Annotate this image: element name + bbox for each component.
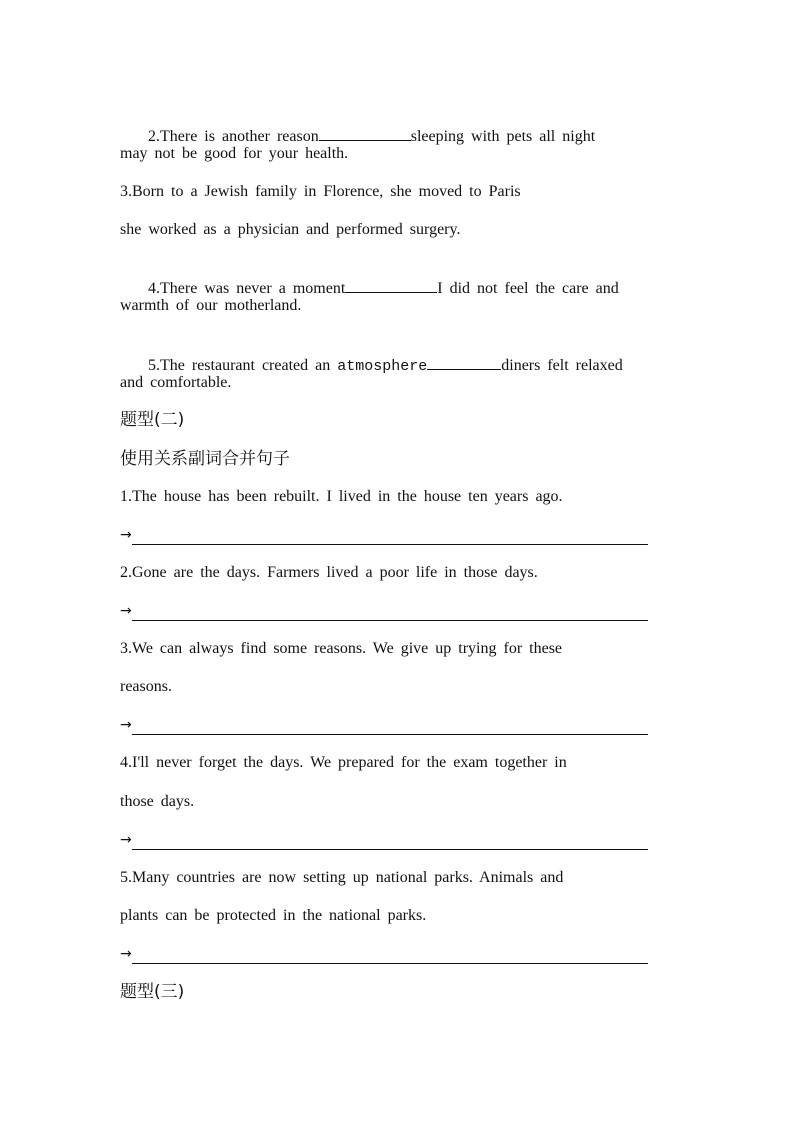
question-2-blank[interactable] — [319, 126, 411, 141]
question-3-line-2: she worked as a physician and performed surgery. — [120, 221, 461, 238]
section-heading-3: 题型(三) — [120, 982, 185, 1002]
question-5-line-2: and comfortable. — [120, 374, 232, 391]
question-5-text-before: 5.The restaurant created an — [148, 357, 331, 374]
question-4-line-1 — [120, 258, 619, 297]
combine-item-5-line-1: 5.Many countries are now setting up national parks. Animals and — [120, 869, 564, 886]
arrow-icon: → — [120, 946, 132, 962]
combine-item-3-answer[interactable] — [120, 715, 648, 735]
question-5-word-atmosphere: atmosphere — [337, 358, 428, 375]
question-5-line-1 — [120, 335, 623, 375]
combine-item-2-answer[interactable] — [120, 601, 648, 621]
combine-item-1-line-1: 1.The house has been rebuilt. I lived in the house ten years ago. — [120, 488, 563, 505]
question-5-text-after: diners felt relaxed — [501, 357, 623, 374]
question-4-blank[interactable] — [345, 278, 437, 293]
arrow-icon: → — [120, 717, 132, 733]
answer-line[interactable] — [132, 949, 648, 964]
question-2-line-1 — [120, 106, 596, 145]
answer-line[interactable] — [132, 530, 648, 545]
question-2-text-after: sleeping with pets all night — [410, 128, 596, 145]
combine-item-4-line-2: those days. — [120, 793, 195, 810]
arrow-icon: → — [120, 603, 132, 619]
combine-item-5-line-2: plants can be protected in the national parks. — [120, 907, 427, 924]
combine-item-4-line-1: 4.I'll never forget the days. We prepared for the exam together in — [120, 754, 567, 771]
combine-item-1-answer[interactable] — [120, 525, 648, 545]
question-4-line-2: warmth of our motherland. — [120, 297, 302, 314]
question-2-line-2: may not be good for your health. — [120, 145, 349, 162]
question-2-text-before: 2.There is another reason — [148, 128, 319, 145]
arrow-icon: → — [120, 527, 132, 543]
combine-item-3-line-2: reasons. — [120, 678, 172, 695]
answer-line[interactable] — [132, 835, 648, 850]
answer-line[interactable] — [132, 606, 648, 621]
answer-line[interactable] — [132, 720, 648, 735]
question-3-line-1: 3.Born to a Jewish family in Florence, she moved to Paris — [120, 183, 521, 200]
section-instruction: 使用关系副词合并句子 — [120, 449, 290, 469]
combine-item-5-answer[interactable] — [120, 944, 648, 964]
question-5-blank[interactable] — [427, 355, 501, 370]
combine-item-4-answer[interactable] — [120, 830, 648, 850]
question-4-text-before: 4.There was never a moment — [148, 280, 346, 297]
combine-item-3-line-1: 3.We can always find some reasons. We give up trying for these — [120, 640, 563, 657]
arrow-icon: → — [120, 832, 132, 848]
combine-item-2-line-1: 2.Gone are the days. Farmers lived a poor life in those days. — [120, 564, 538, 581]
section-heading-2: 题型(二) — [120, 410, 185, 430]
question-4-text-after: I did not feel the care and — [437, 280, 619, 297]
